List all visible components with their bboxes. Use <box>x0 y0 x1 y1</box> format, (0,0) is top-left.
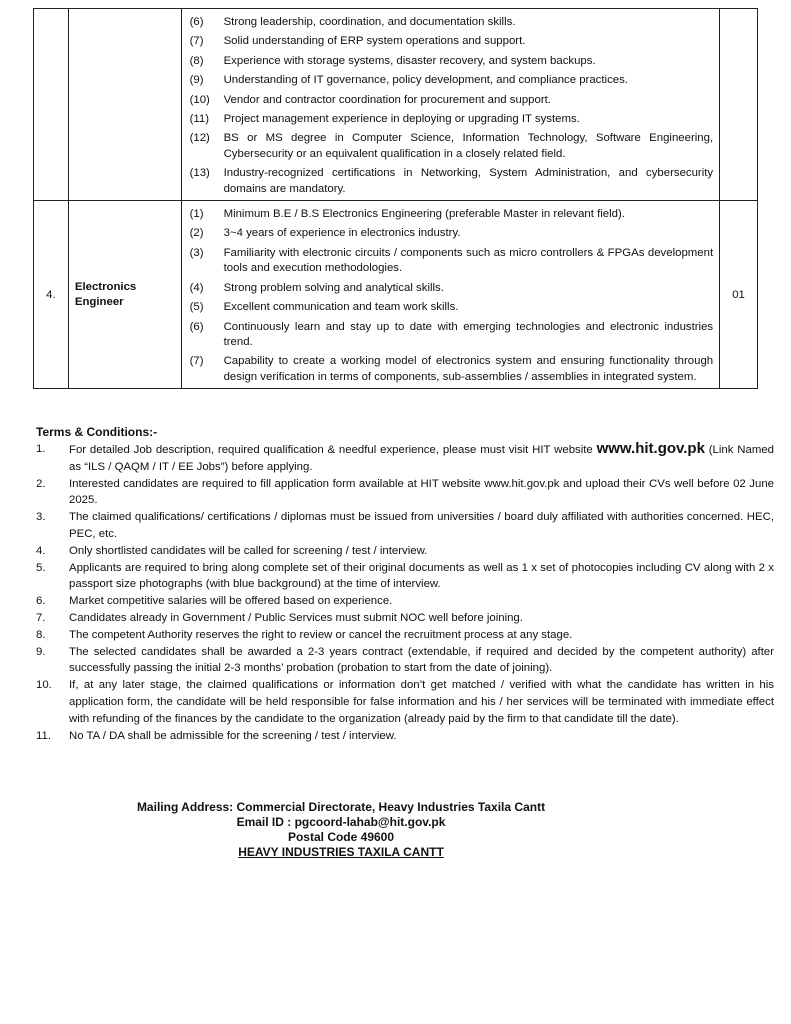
organization-name: HEAVY INDUSTRIES TAXILA CANTT <box>238 845 444 859</box>
item-number: (9) <box>189 74 204 87</box>
item-text: Market competitive salaries will be offered based on experience. <box>69 595 393 608</box>
item-text: Continuously learn and stay up to date with emerging technologies and electronic industries trend. <box>223 320 714 348</box>
list-item <box>190 320 716 351</box>
term-text-part: (Link Named as “ILS / QAQM / IT / EE Jobs”) before applying. <box>69 444 774 473</box>
item-text: Strong problem solving and analytical skills. <box>223 281 444 294</box>
job-table <box>33 8 758 389</box>
list-item <box>190 226 716 241</box>
list-item <box>190 246 716 277</box>
mailing-address: Mailing Address: Commercial Directorate, Heavy Industries Taxila Cantt <box>136 800 546 814</box>
item-number: 11. <box>36 729 51 742</box>
item-number: 3. <box>36 511 46 524</box>
item-number: (2) <box>189 227 204 240</box>
item-number: (5) <box>189 301 204 314</box>
list-item <box>190 93 716 108</box>
item-text: Capability to create a working model of electronics system and ensuring functionality through design verification in terms of components, sub-assemblies / assemblies in integrated system. <box>223 355 714 383</box>
list-item <box>36 728 774 745</box>
item-text: 3~4 years of experience in electronics industry. <box>223 227 461 240</box>
item-text: Solid understanding of ERP system operations and support. <box>223 35 526 48</box>
item-number: (6) <box>189 16 204 28</box>
qualification-list <box>182 9 720 200</box>
list-item <box>190 281 716 296</box>
count-cell <box>720 201 758 389</box>
terms-list <box>36 441 774 744</box>
item-number: 2. <box>36 477 46 490</box>
item-number: (10) <box>189 93 210 106</box>
list-item <box>36 441 774 476</box>
list-item <box>190 73 716 88</box>
item-number: 8. <box>36 628 46 641</box>
website-link[interactable]: www.hit.gov.pk <box>596 440 705 457</box>
list-item <box>190 207 716 222</box>
qualification-cell <box>181 9 720 201</box>
item-text: Only shortlisted candidates will be called for screening / test / interview. <box>69 544 428 557</box>
title-cell <box>68 201 181 389</box>
item-number: 7. <box>36 611 46 624</box>
title-cell <box>68 9 181 201</box>
item-text: Vendor and contractor coordination for procurement and support. <box>223 93 551 106</box>
list-item <box>190 34 716 49</box>
item-number: (7) <box>189 355 204 368</box>
terms-heading: Terms & Conditions:- <box>36 425 158 439</box>
item-text: If, at any later stage, the claimed qualifications or information don’t get matched / verified with what the candidate has written in his application form, the candidate will be held responsible for false information and his / her services will be terminated with immediate effect with refunding of the finances by the candidate to the organization (already paid by the firm to that candidate till the date). <box>69 679 774 725</box>
item-text: The claimed qualifications/ certifications / diplomas must be issued from universities / board duly affiliated with authorities concerned. HEC, PEC, etc. <box>69 511 774 540</box>
item-text: The competent Authority reserves the right to review or cancel the recruitment process at any stage. <box>69 628 573 641</box>
sno-cell <box>34 9 69 201</box>
item-number: 9. <box>36 645 46 658</box>
item-number: (6) <box>189 320 204 333</box>
vacancy-count: 01 <box>732 288 745 301</box>
list-item <box>36 509 774 543</box>
serial-number: 4. <box>46 288 56 301</box>
list-item <box>36 610 774 627</box>
item-text: Candidates already in Government / Public Services must submit NOC well before joining. <box>69 611 523 624</box>
item-number: 1. <box>36 443 46 455</box>
item-number: (3) <box>189 246 204 259</box>
item-text: Strong leadership, coordination, and documentation skills. <box>223 16 516 28</box>
item-text: Familiarity with electronic circuits / components such as micro controllers & FPGAs development tools and execution methodologies. <box>223 246 714 275</box>
item-text: Understanding of IT governance, policy development, and compliance practices. <box>223 74 628 87</box>
item-number: (8) <box>189 54 204 67</box>
list-item <box>190 131 716 162</box>
list-item <box>36 543 774 560</box>
mailing-block <box>0 800 682 860</box>
postal-code: Postal Code 49600 <box>287 830 395 844</box>
term-text-part: For detailed Job description, required qualification & needful experience, please must visit HIT website <box>69 444 597 456</box>
list-item <box>190 166 716 197</box>
item-number: (1) <box>189 208 204 221</box>
item-number: (4) <box>189 281 204 294</box>
item-text: Applicants are required to bring along complete set of their original documents as well as 1 x set of photocopies including CV along with 2 x passport size photographs (with blue background) at the time of interview. <box>69 561 774 591</box>
list-item <box>36 476 774 510</box>
item-text: Minimum B.E / B.S Electronics Engineering (preferable Master in relevant field). <box>223 208 625 221</box>
item-text <box>69 441 774 476</box>
list-item <box>36 677 774 727</box>
item-text: Industry-recognized certifications in Networking, System Administration, and cybersecurity domains are mandatory. <box>223 167 714 195</box>
item-number: (11) <box>189 113 209 126</box>
list-item <box>36 627 774 644</box>
count-cell <box>720 9 758 201</box>
list-item <box>36 593 774 610</box>
item-text: Interested candidates are required to fill application form available at HIT website www.hit.gov.pk and upload their CVs well before 02 June 2025. <box>69 477 774 507</box>
list-item <box>190 112 716 127</box>
item-text: Project management experience in deploying or upgrading IT systems. <box>223 113 580 126</box>
item-text: Excellent communication and team work skills. <box>223 301 459 314</box>
list-item <box>190 54 716 69</box>
item-text: Experience with storage systems, disaster recovery, and system backups. <box>223 54 596 67</box>
item-number: 10. <box>36 679 52 692</box>
email-id: Email ID : pgcoord-lahab@hit.gov.pk <box>236 815 446 829</box>
list-item <box>190 300 716 315</box>
list-item <box>190 15 716 30</box>
item-text: BS or MS degree in Computer Science, Information Technology, Software Engineering, Cybersecurity or an equivalent qualification in a closely related field. <box>223 132 714 160</box>
list-item <box>190 354 716 385</box>
table-row <box>34 201 758 389</box>
sno-cell <box>34 201 69 389</box>
item-number: (7) <box>189 35 204 48</box>
item-number: (13) <box>189 167 210 180</box>
list-item <box>36 560 774 594</box>
item-number: 4. <box>36 544 46 557</box>
item-number: 5. <box>36 561 46 574</box>
item-number: (12) <box>189 132 210 145</box>
item-number: 6. <box>36 595 46 608</box>
table-row <box>34 9 758 201</box>
qualification-cell <box>181 201 720 389</box>
job-title: Electronics Engineer <box>74 280 137 308</box>
item-text: No TA / DA shall be admissible for the screening / test / interview. <box>69 729 397 742</box>
qualification-list <box>182 201 720 388</box>
item-text: The selected candidates shall be awarded a 2-3 years contract (extendable, if required and decided by the competent authority) after successfully passing the initial 2-3 months’ probation (probation to start from the date of joining). <box>69 645 774 675</box>
list-item <box>36 644 774 678</box>
